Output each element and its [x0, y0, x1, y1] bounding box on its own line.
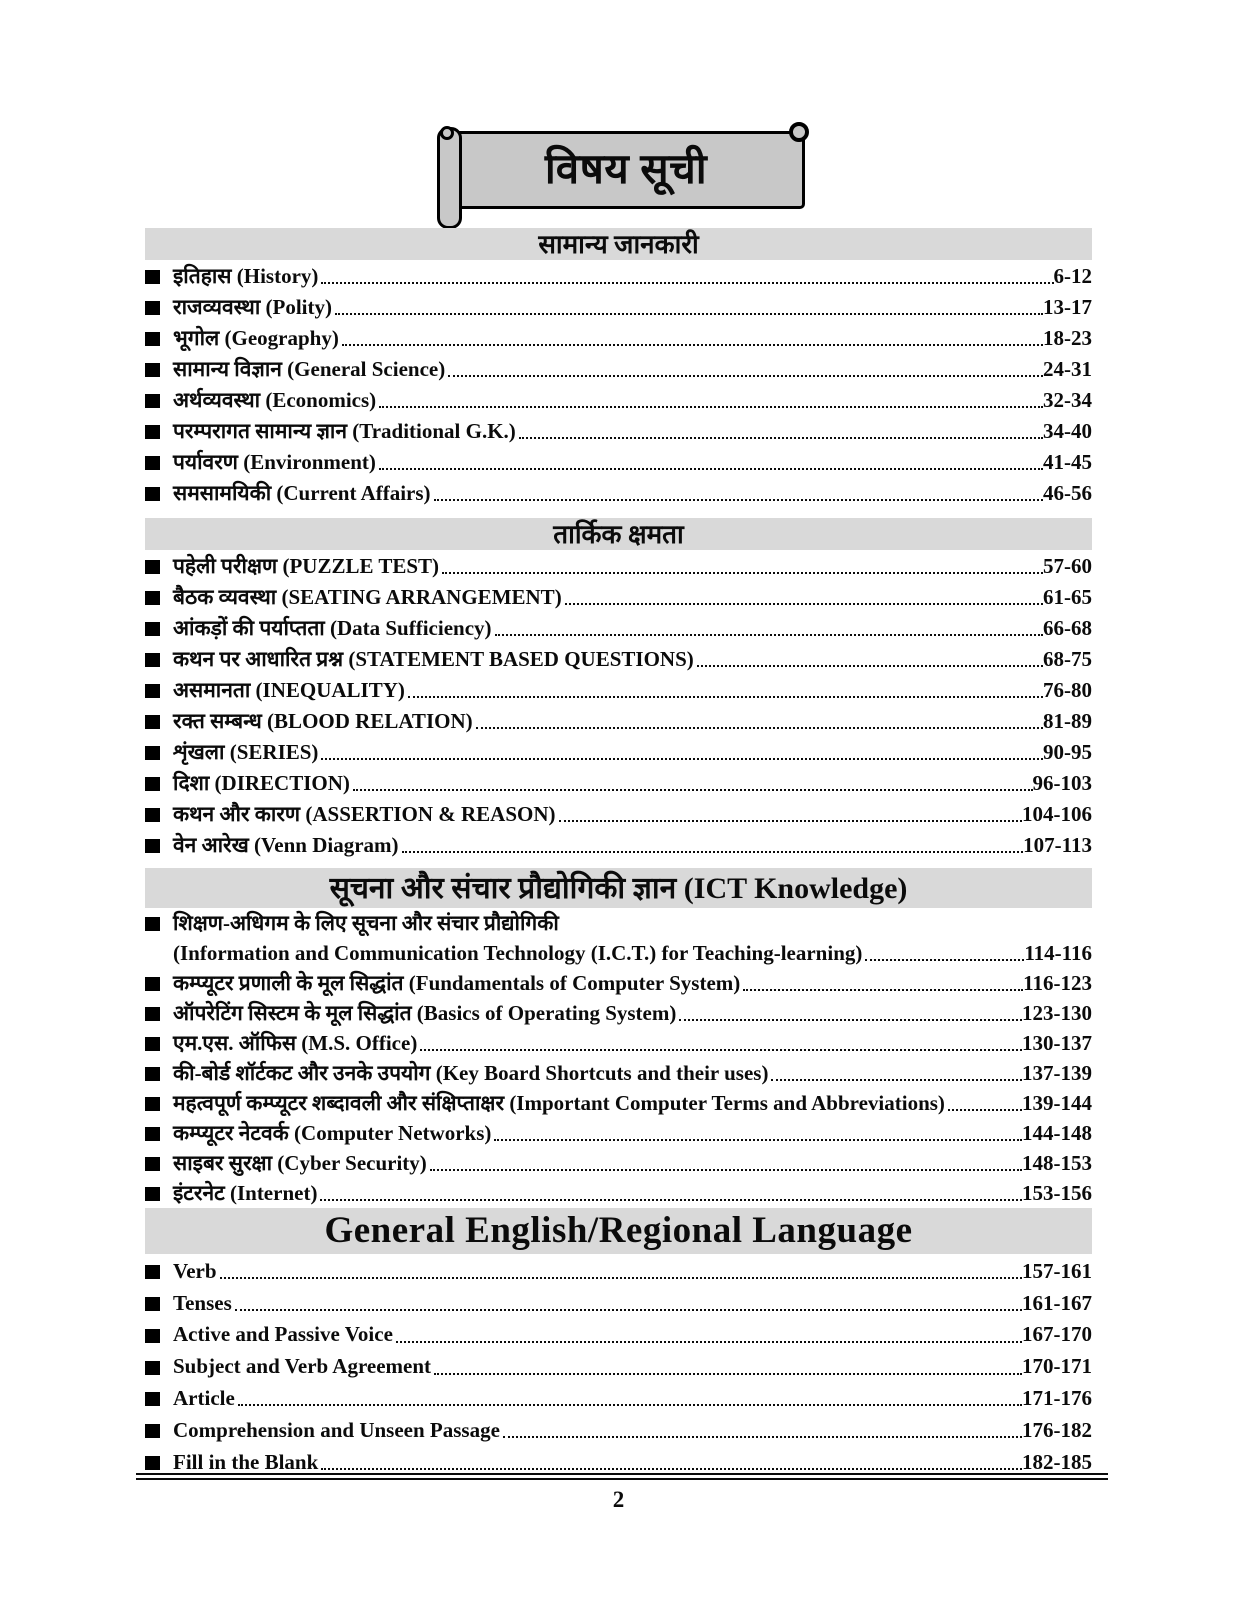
toc-entry — [145, 1254, 1092, 1286]
toc-entry — [145, 829, 1092, 860]
dot-leader — [743, 989, 1023, 991]
toc-entry — [145, 260, 1092, 291]
bullet-icon — [145, 1007, 160, 1021]
entry-label: कथन और कारण (ASSERTION & REASON) — [173, 801, 556, 826]
dot-leader — [476, 727, 1043, 729]
toc-entry — [145, 612, 1092, 643]
entry-label: सामान्य विज्ञान (General Science) — [173, 356, 446, 381]
entry-pages: 167-170 — [1022, 1322, 1092, 1347]
bullet-icon — [145, 808, 160, 822]
entry-label: ऑपरेटिंग सिस्टम के मूल सिद्धांत (Basics of Operating System) — [173, 1000, 677, 1025]
entry-pages: 114-116 — [1024, 940, 1092, 965]
entry-label: बैठक व्यवस्था (SEATING ARRANGEMENT) — [173, 584, 562, 609]
entry-pages: 176-182 — [1022, 1418, 1092, 1443]
dot-leader — [396, 1341, 1022, 1343]
dot-leader — [948, 1109, 1022, 1111]
entry-label: पर्यावरण (Environment) — [173, 449, 376, 474]
dot-leader — [442, 572, 1043, 574]
entry-pages: 161-167 — [1022, 1290, 1092, 1315]
entry-pages: 76-80 — [1043, 677, 1092, 702]
toc-entry — [145, 674, 1092, 705]
page-number: 2 — [612, 1487, 625, 1512]
bullet-icon — [145, 1297, 160, 1311]
toc-entry — [145, 736, 1092, 767]
toc-entry — [145, 1118, 1092, 1148]
bullet-icon — [145, 1157, 160, 1171]
bullet-icon — [145, 363, 160, 377]
entry-label: परम्परागत सामान्य ज्ञान (Traditional G.K.) — [173, 418, 516, 443]
dot-leader — [679, 1019, 1022, 1021]
entry-pages: 90-95 — [1043, 739, 1092, 764]
bullet-icon — [145, 301, 160, 315]
dot-leader — [559, 820, 1023, 822]
toc-entry — [145, 908, 1092, 938]
entry-label: वेन आरेख (Venn Diagram) — [173, 832, 399, 857]
dot-leader — [235, 1309, 1022, 1311]
toc-entry — [145, 291, 1092, 322]
entry-label: Subject and Verb Agreement — [173, 1354, 432, 1379]
entry-label: Article — [173, 1386, 235, 1411]
dot-leader — [420, 1049, 1022, 1051]
bullet-icon — [145, 1361, 160, 1375]
dot-leader — [495, 634, 1043, 636]
bullet-icon — [145, 425, 160, 439]
entry-label: भूगोल (Geography) — [173, 325, 339, 350]
entry-pages: 24-31 — [1043, 356, 1092, 381]
toc-entry — [145, 1350, 1092, 1382]
entry-pages: 66-68 — [1043, 615, 1092, 640]
bullet-icon — [145, 332, 160, 346]
toc-entry — [145, 1413, 1092, 1445]
dot-leader — [434, 1373, 1022, 1375]
entry-label: महत्वपूर्ण कम्प्यूटर शब्दावली और संक्षिप्ताक्षर (Important Computer Terms and Abbreviations) — [173, 1090, 945, 1115]
dot-leader — [321, 1468, 1022, 1470]
bullet-icon — [145, 777, 160, 791]
bullet-icon — [145, 1265, 160, 1279]
bullet-icon — [145, 1037, 160, 1051]
title-banner — [447, 131, 805, 209]
entry-label: समसामयिकी (Current Affairs) — [173, 480, 431, 505]
entry-label: साइबर सुरक्षा (Cyber Security) — [173, 1150, 427, 1175]
entry-label: Comprehension and Unseen Passage — [173, 1418, 500, 1443]
entry-label: शिक्षण-अधिगम के लिए सूचना और संचार प्रौद्योगिकी — [173, 910, 559, 935]
entry-pages: 32-34 — [1043, 387, 1092, 412]
bullet-icon — [145, 560, 160, 574]
dot-leader — [379, 406, 1043, 408]
toc-entry — [145, 767, 1092, 798]
entry-label: शृंखला (SERIES) — [173, 739, 319, 764]
entry-pages: 68-75 — [1043, 646, 1092, 671]
dot-leader — [430, 1169, 1022, 1171]
dot-leader — [342, 344, 1043, 346]
dot-leader — [448, 375, 1043, 377]
bullet-icon — [145, 917, 160, 931]
entry-label: कथन पर आधारित प्रश्न (STATEMENT BASED QUESTIONS) — [173, 646, 694, 671]
entry-pages: 148-153 — [1022, 1150, 1092, 1175]
entry-pages: 130-137 — [1022, 1030, 1092, 1055]
entry-pages: 116-123 — [1023, 970, 1092, 995]
entry-label: Tenses — [173, 1290, 232, 1315]
toc-entry — [145, 550, 1092, 581]
bullet-icon — [145, 591, 160, 605]
toc-entry — [145, 1088, 1092, 1118]
entry-label: एम.एस. ऑफिस (M.S. Office) — [173, 1030, 418, 1055]
footer-divider — [136, 1473, 1108, 1480]
entry-pages: 61-65 — [1043, 584, 1092, 609]
entry-label: Verb — [173, 1258, 217, 1283]
entry-label: की-बोर्ड शॉर्टकट और उनके उपयोग (Key Board Shortcuts and their uses) — [173, 1060, 769, 1085]
toc-entry — [145, 798, 1092, 829]
entry-label: राजव्यवस्था (Polity) — [173, 294, 332, 319]
entry-label: कम्प्यूटर प्रणाली के मूल सिद्धांत (Fundamentals of Computer System) — [173, 970, 741, 995]
toc-entry — [145, 477, 1092, 508]
bullet-icon — [145, 270, 160, 284]
entry-pages: 182-185 — [1022, 1450, 1092, 1475]
dot-leader — [565, 603, 1043, 605]
entry-pages: 171-176 — [1022, 1386, 1092, 1411]
dot-leader — [335, 313, 1043, 315]
scroll-roll-end-icon — [440, 126, 454, 140]
toc-entry — [145, 1382, 1092, 1414]
dot-leader — [220, 1277, 1022, 1279]
entry-pages: 157-161 — [1022, 1258, 1092, 1283]
entry-label: (Information and Communication Technology (I.C.T.) for Teaching-learning) — [173, 940, 863, 965]
section-header: General English/Regional Language — [145, 1208, 1092, 1254]
toc-entry — [145, 415, 1092, 446]
dot-leader — [434, 499, 1043, 501]
dot-leader — [408, 696, 1043, 698]
toc-entry — [145, 322, 1092, 353]
bullet-icon — [145, 1187, 160, 1201]
dot-leader — [865, 959, 1024, 961]
bullet-icon — [145, 653, 160, 667]
dot-leader — [353, 789, 1033, 791]
section-header: सूचना और संचार प्रौद्योगिकी ज्ञान (ICT Knowledge) — [145, 868, 1092, 908]
entry-pages: 153-156 — [1022, 1180, 1092, 1205]
bullet-icon — [145, 487, 160, 501]
dot-leader — [320, 1199, 1022, 1201]
entry-label: पहेली परीक्षण (PUZZLE TEST) — [173, 553, 440, 578]
entry-pages: 57-60 — [1043, 553, 1092, 578]
toc-entry — [145, 384, 1092, 415]
entry-label: आंकड़ों की पर्याप्तता (Data Sufficiency) — [173, 615, 492, 640]
toc-entry — [145, 938, 1092, 968]
entry-pages: 34-40 — [1043, 418, 1092, 443]
dot-leader — [697, 665, 1043, 667]
entry-pages: 139-144 — [1022, 1090, 1092, 1115]
entry-label: रक्त सम्बन्ध (BLOOD RELATION) — [173, 708, 473, 733]
bullet-icon — [145, 1097, 160, 1111]
entry-label: दिशा (DIRECTION) — [173, 770, 350, 795]
bullet-icon — [145, 394, 160, 408]
entry-label: अर्थव्यवस्था (Economics) — [173, 387, 377, 412]
dot-leader — [402, 851, 1024, 853]
entry-pages: 41-45 — [1043, 449, 1092, 474]
entry-pages: 81-89 — [1043, 708, 1092, 733]
entry-pages: 46-56 — [1043, 480, 1092, 505]
entry-pages: 123-130 — [1022, 1000, 1092, 1025]
bullet-icon — [145, 1456, 160, 1470]
dot-leader — [771, 1079, 1022, 1081]
toc-entry — [145, 1178, 1092, 1208]
toc-entry — [145, 581, 1092, 612]
toc-entry — [145, 705, 1092, 736]
bullet-icon — [145, 1127, 160, 1141]
bullet-icon — [145, 977, 160, 991]
dot-leader — [519, 437, 1043, 439]
toc-entry — [145, 643, 1092, 674]
entry-label: Fill in the Blank — [173, 1450, 319, 1475]
bullet-icon — [145, 684, 160, 698]
dot-leader — [238, 1404, 1022, 1406]
entry-label: इतिहास (History) — [173, 263, 319, 288]
page-title: विषय सूची — [544, 146, 708, 193]
bullet-icon — [145, 1067, 160, 1081]
entry-pages: 13-17 — [1043, 294, 1092, 319]
bullet-icon — [145, 1329, 160, 1343]
entry-pages: 170-171 — [1022, 1354, 1092, 1379]
toc-entry — [145, 1318, 1092, 1350]
entry-pages: 107-113 — [1023, 832, 1092, 857]
toc-entry — [145, 1028, 1092, 1058]
bullet-icon — [145, 839, 160, 853]
entry-label: इंटरनेट (Internet) — [173, 1180, 318, 1205]
toc-entry — [145, 353, 1092, 384]
entry-pages: 104-106 — [1022, 801, 1092, 826]
entry-pages: 6-12 — [1053, 263, 1092, 288]
dot-leader — [321, 282, 1053, 284]
dot-leader — [503, 1436, 1022, 1438]
bullet-icon — [145, 622, 160, 636]
scroll-curl-icon — [789, 122, 809, 142]
toc-list — [145, 228, 1092, 1477]
dot-leader — [494, 1139, 1022, 1141]
bullet-icon — [145, 746, 160, 760]
toc-entry — [145, 998, 1092, 1028]
section-header: सामान्य जानकारी — [145, 228, 1092, 260]
entry-pages: 96-103 — [1032, 770, 1092, 795]
dot-leader — [379, 468, 1043, 470]
bullet-icon — [145, 456, 160, 470]
toc-entry — [145, 1058, 1092, 1088]
bullet-icon — [145, 1392, 160, 1406]
dot-leader — [321, 758, 1043, 760]
toc-entry — [145, 1148, 1092, 1178]
entry-label: असमानता (INEQUALITY) — [173, 677, 405, 702]
bullet-icon — [145, 715, 160, 729]
toc-entry — [145, 1286, 1092, 1318]
entry-label: Active and Passive Voice — [173, 1322, 393, 1347]
bullet-icon — [145, 1424, 160, 1438]
toc-entry — [145, 446, 1092, 477]
scroll-roll-icon — [437, 127, 462, 229]
toc-entry — [145, 968, 1092, 998]
entry-pages: 144-148 — [1022, 1120, 1092, 1145]
entry-pages: 18-23 — [1043, 325, 1092, 350]
section-header: तार्किक क्षमता — [145, 518, 1092, 550]
entry-label: कम्प्यूटर नेटवर्क (Computer Networks) — [173, 1120, 492, 1145]
entry-pages: 137-139 — [1022, 1060, 1092, 1085]
